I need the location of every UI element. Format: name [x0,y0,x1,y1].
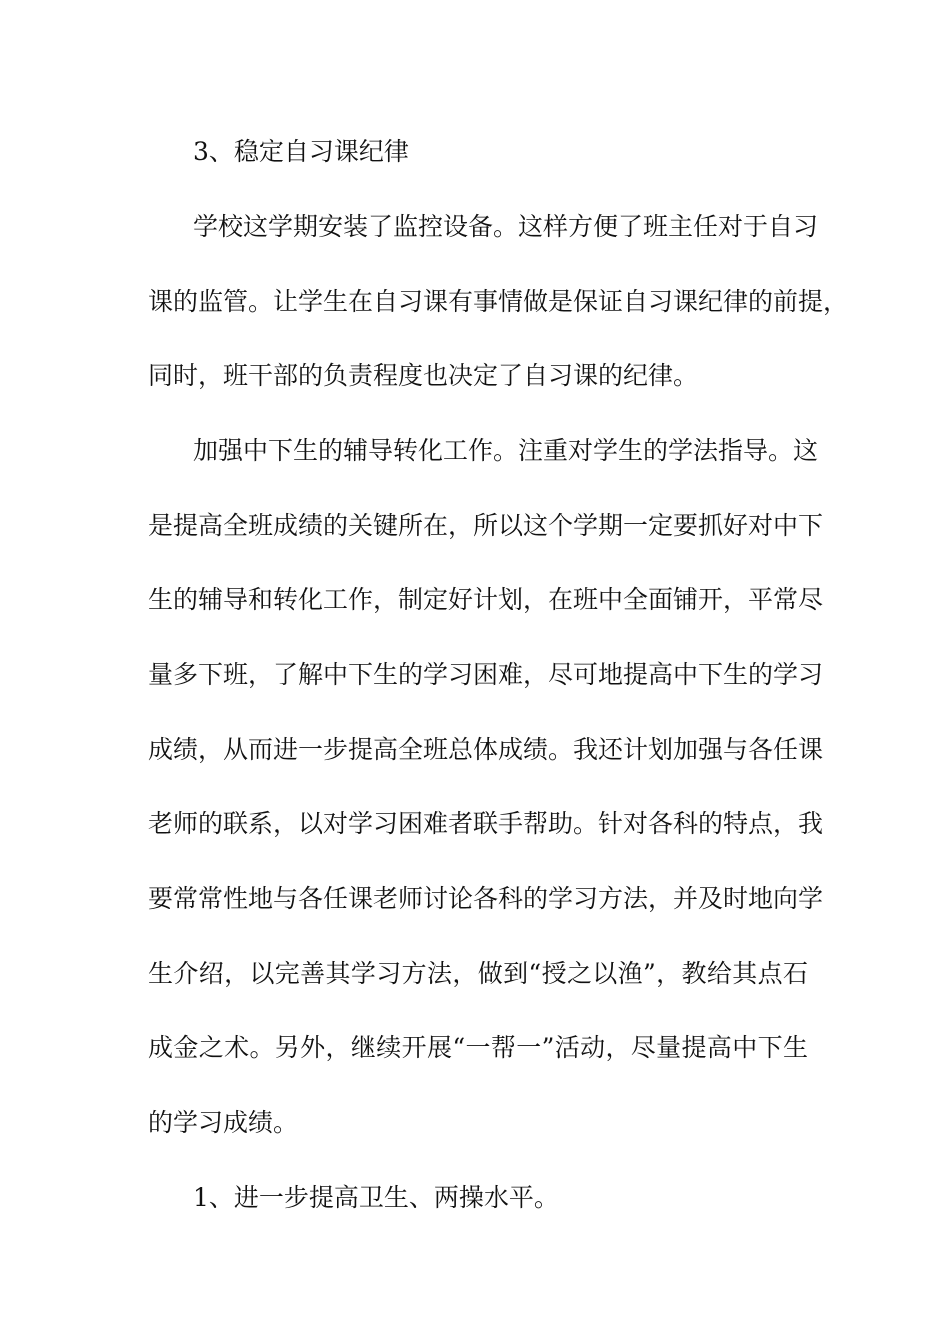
paragraph-line: 课的监管。让学生在自习课有事情做是保证自习课纪律的前提， [148,287,849,316]
paragraph-line: 加强中下生的辅导转化工作。注重对学生的学法指导。这 [193,436,819,465]
paragraph-line: 的学习成绩。 [148,1108,299,1137]
paragraph-line: 生的辅导和转化工作，制定好计划，在班中全面铺开，平常尽 [148,585,824,614]
paragraph-line: 同时，班干部的负责程度也决定了自习课的纪律。 [148,361,699,390]
paragraph-line: 成绩，从而进一步提高全班总体成绩。我还计划加强与各任课 [148,735,824,764]
section-heading: 1、进一步提高卫生、两操水平。 [193,1183,559,1212]
paragraph-line: 老师的联系，以对学习困难者联手帮助。针对各科的特点，我 [148,809,824,838]
paragraph-line: 要常常性地与各任课老师讨论各科的学习方法，并及时地向学 [148,884,824,913]
section-heading: 3、稳定自习课纪律 [193,137,409,166]
paragraph-line: 量多下班，了解中下生的学习困难，尽可地提高中下生的学习 [148,660,824,689]
paragraph-line: 成金之术。另外，继续开展“一帮一”活动，尽量提高中下生 [148,1033,808,1062]
paragraph-line: 学校这学期安装了监控设备。这样方便了班主任对于自习 [193,212,819,241]
paragraph-line: 生介绍，以完善其学习方法，做到“授之以渔”，教给其点石 [148,959,808,988]
paragraph-line: 是提高全班成绩的关键所在，所以这个学期一定要抓好对中下 [148,511,824,540]
